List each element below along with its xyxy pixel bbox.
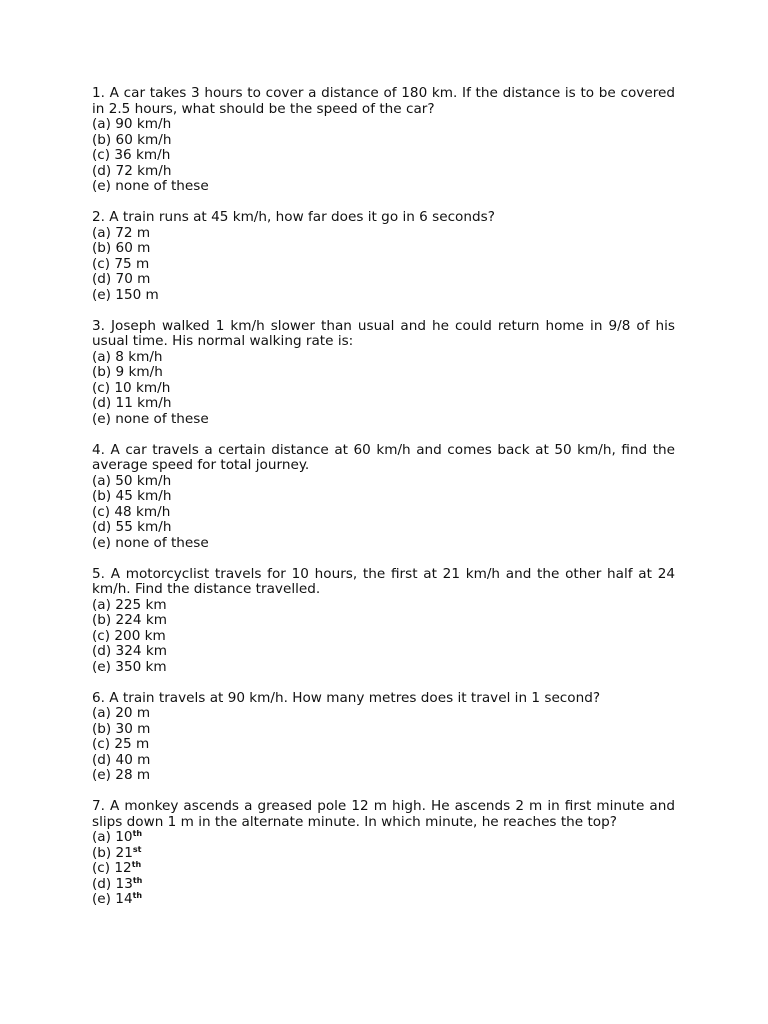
option-d: (d) 70 m: [92, 271, 151, 287]
ordinal-suffix: th: [132, 875, 143, 885]
option-b: (b) 9 km/h: [92, 364, 163, 380]
question-text: 7. A monkey ascends a greased pole 12 m high. He ascends 2 m in first minute and slips down 1 m in the alternate minute. In which minute, he reaches the top?: [92, 798, 675, 830]
option-d: (d) 324 km: [92, 643, 167, 659]
option-b: [92, 846, 675, 862]
option-e: (e) none of these: [92, 534, 209, 551]
option-label: (c) 12: [92, 860, 132, 876]
option-a: [92, 830, 675, 846]
option-b: (b) 45 km/h: [92, 488, 172, 504]
option-e: (e) 350 km: [92, 658, 167, 675]
option-list: [92, 598, 675, 676]
option-c: (c) 25 m: [92, 736, 150, 752]
option-label: (a) 10: [92, 829, 133, 845]
option-b: (b) 60 m: [92, 240, 151, 256]
option-list: [92, 830, 675, 908]
question-5: [92, 567, 675, 676]
option-list: [92, 226, 675, 304]
option-d: [92, 877, 675, 893]
option-a: (a) 50 km/h: [92, 472, 172, 489]
question-text: 1. A car takes 3 hours to cover a distance of 180 km. If the distance is to be covered in 2.5 hours, what should be the speed of the car?: [92, 85, 675, 117]
question-text: 5. A motorcyclist travels for 10 hours, the first at 21 km/h and the other half at 24 km/h. Find the distance travelled.: [92, 565, 675, 597]
option-d: (d) 11 km/h: [92, 395, 172, 411]
question-1: [92, 86, 675, 195]
option-c: (c) 75 m: [92, 255, 150, 272]
ordinal-suffix: th: [131, 860, 142, 869]
option-b: (b) 60 km/h: [92, 131, 172, 148]
option-label: (d) 13: [92, 875, 133, 892]
option-c: (c) 200 km: [92, 627, 166, 644]
option-e: (e) none of these: [92, 178, 209, 194]
ordinal-suffix: th: [132, 891, 143, 900]
option-d: (d) 40 m: [92, 751, 151, 768]
option-e: [92, 892, 675, 908]
ordinal-suffix: st: [132, 844, 142, 854]
question-6: [92, 691, 675, 784]
option-d: (d) 72 km/h: [92, 162, 172, 179]
option-list: [92, 117, 675, 195]
option-a: (a) 8 km/h: [92, 348, 163, 365]
question-text: 6. A train travels at 90 km/h. How many metres does it travel in 1 second?: [92, 689, 601, 706]
option-label: (b) 21: [92, 844, 133, 861]
option-c: (c) 36 km/h: [92, 147, 171, 163]
option-c: (c) 10 km/h: [92, 379, 171, 396]
option-b: (b) 224 km: [92, 612, 167, 628]
option-e: (e) 28 m: [92, 767, 151, 783]
option-list: [92, 474, 675, 552]
option-a: (a) 20 m: [92, 705, 151, 721]
question-4: [92, 443, 675, 552]
option-a: (a) 90 km/h: [92, 116, 172, 132]
question-text: 3. Joseph walked 1 km/h slower than usual and he could return home in 9/8 of his usual time. His normal walking rate is:: [92, 317, 675, 349]
question-3: [92, 319, 675, 428]
question-text: 2. A train runs at 45 km/h, how far does it go in 6 seconds?: [92, 209, 495, 225]
option-a: (a) 225 km: [92, 596, 167, 613]
option-e: (e) none of these: [92, 410, 209, 427]
question-7: [92, 799, 675, 908]
option-label: (e) 14: [92, 891, 133, 907]
ordinal-suffix: th: [132, 829, 143, 838]
option-c: [92, 861, 675, 877]
option-list: [92, 706, 675, 784]
question-2: [92, 210, 675, 303]
option-c: (c) 48 km/h: [92, 503, 171, 520]
option-a: (a) 72 m: [92, 224, 151, 241]
option-list: [92, 350, 675, 428]
option-d: (d) 55 km/h: [92, 519, 172, 535]
option-b: (b) 30 m: [92, 720, 151, 737]
option-e: (e) 150 m: [92, 286, 159, 303]
question-text: 4. A car travels a certain distance at 60 km/h and comes back at 50 km/h, find the average speed for total journey.: [92, 441, 675, 473]
